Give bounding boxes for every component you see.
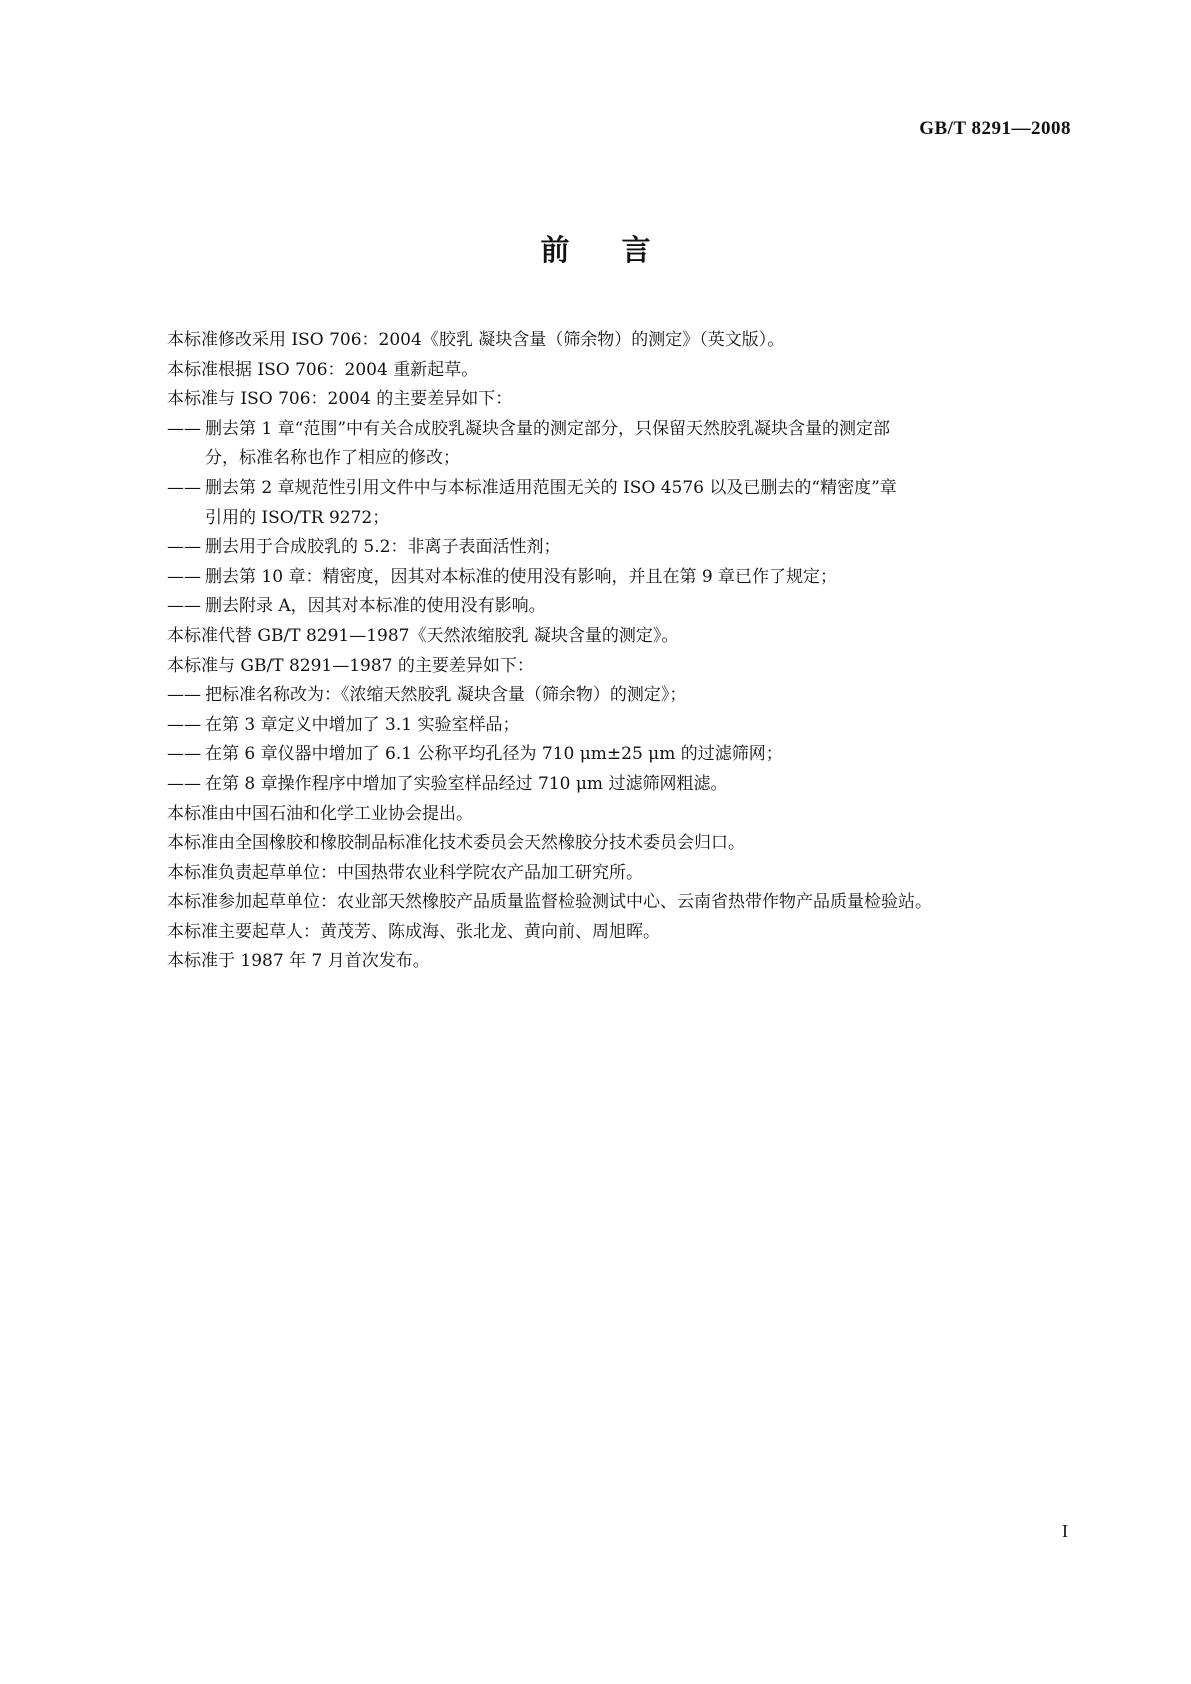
dash-mark: —— [167,744,201,765]
paragraph: 本标准修改采用 ISO 706：2004《胶乳 凝块含量（筛余物）的测定》（英文版）。 [167,330,785,350]
paragraph: 本标准由全国橡胶和橡胶制品标准化技术委员会天然橡胶分技术委员会归口。 [167,833,745,854]
difference-item [167,415,1061,474]
difference-item [167,474,1061,533]
difference-item [167,740,1061,770]
difference-item [167,533,1061,563]
page-number: I [1062,1521,1068,1541]
item-text: 把标准名称改为：《浓缩天然胶乳 凝块含量（筛余物）的测定》； [205,685,687,706]
item-text-cont: 分，标准名称也作了相应的修改； [205,448,460,469]
item-text: 删去附录 A，因其对本标准的使用没有影响。 [205,596,546,617]
paragraph: 本标准与 ISO 706：2004 的主要差异如下： [167,389,513,410]
difference-item [167,592,1061,622]
difference-item [167,711,1061,741]
item-text: 在第 8 章操作程序中增加了实验室样品经过 710 μm 过滤筛网粗滤。 [205,773,728,794]
item-text: 删去第 10 章：精密度，因其对本标准的使用没有影响，并且在第 9 章已作了规定； [205,566,838,587]
paragraph: 本标准与 GB/T 8291—1987 的主要差异如下： [167,655,534,676]
dash-mark: —— [167,418,201,439]
item-text: 删去第 2 章规范性引用文件中与本标准适用范围无关的 ISO 4576 以及已删去的“精密度”章 [205,477,897,498]
dash-mark: —— [167,714,201,735]
paragraph: 本标准根据 ISO 706：2004 重新起草。 [167,359,479,380]
difference-item [167,681,1061,711]
item-text: 在第 6 章仪器中增加了 6.1 公称平均孔径为 710 μm±25 μm 的过滤筛网； [205,744,783,765]
item-text-cont: 引用的 ISO/TR 9272； [205,507,390,528]
dash-mark: —— [167,596,201,617]
dash-mark: —— [167,685,201,706]
paragraph: 本标准负责起草单位：中国热带农业科学院农产品加工研究所。 [167,862,643,883]
page-title: 前言 [540,233,703,267]
paragraph: 本标准参加起草单位：农业部天然橡胶产品质量监督检验测试中心、云南省热带作物产品质量检验站。 [167,892,932,913]
paragraph: 本标准代替 GB/T 8291—1987《天然浓缩胶乳 凝块含量的测定》。 [167,625,679,646]
dash-mark: —— [167,477,201,498]
foreword-body [121,326,1061,977]
paragraph: 本标准于 1987 年 7 月首次发布。 [167,951,430,972]
paragraph: 本标准主要起草人：黄茂芳、陈成海、张北龙、黄向前、周旭晖。 [167,921,660,942]
item-text: 删去第 1 章“范围”中有关合成胶乳凝块含量的测定部分，只保留天然胶乳凝块含量的测定部 [205,418,891,439]
dash-mark: —— [167,537,201,558]
item-text: 在第 3 章定义中增加了 3.1 实验室样品； [205,714,520,735]
paragraph: 本标准由中国石油和化学工业协会提出。 [167,803,473,824]
difference-item [167,770,1061,800]
dash-mark: —— [167,773,201,794]
item-text: 删去用于合成胶乳的 5.2：非离子表面活性剂； [205,537,561,558]
dash-mark: —— [167,566,201,587]
standard-code: GB/T 8291—2008 [919,118,1071,139]
difference-item [167,563,1061,593]
